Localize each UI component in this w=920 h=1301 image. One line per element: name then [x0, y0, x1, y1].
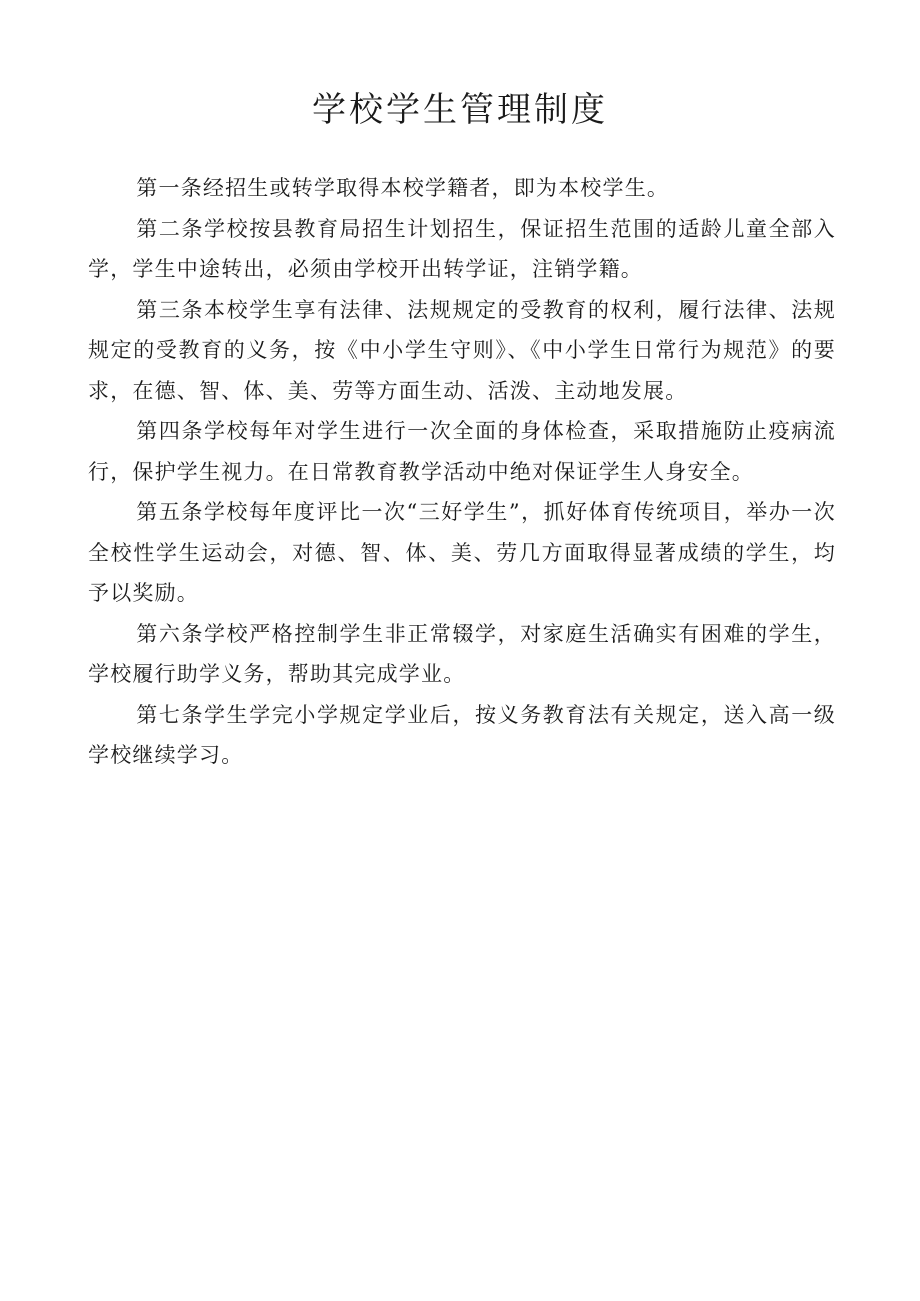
article-7: 第七条学生学完小学规定学业后，按义务教育法有关规定，送入高一级学校继续学习。 [88, 702, 836, 767]
article-2: 第二条学校按县教育局招生计划招生，保证招生范围的适龄儿童全部入学，学生中途转出，必须由学校开出转学证，注销学籍。 [88, 216, 836, 281]
article-4: 第四条学校每年对学生进行一次全面的身体检查，采取措施防止疫病流行，保护学生视力。在日常教育教学活动中绝对保证学生人身安全。 [88, 419, 836, 484]
article-6: 第六条学校严格控制学生非正常辍学，对家庭生活确实有困难的学生，学校履行助学义务，帮助其完成学业。 [88, 621, 836, 686]
document-title: 学校学生管理制度 [312, 90, 608, 130]
document-body [88, 168, 836, 776]
article-3: 第三条本校学生享有法律、法规规定的受教育的权利，履行法律、法规规定的受教育的义务，按《中小学生守则》、《中小学生日常行为规范》的要求，在德、智、体、美、劳等方面生动、活泼、主动地发展。 [88, 297, 836, 403]
article-5: 第五条学校每年度评比一次“三好学生”，抓好体育传统项目，举办一次全校性学生运动会，对德、智、体、美、劳几方面取得显著成绩的学生，均予以奖励。 [88, 500, 836, 605]
article-1: 第一条经招生或转学取得本校学籍者，即为本校学生。 [136, 176, 670, 200]
